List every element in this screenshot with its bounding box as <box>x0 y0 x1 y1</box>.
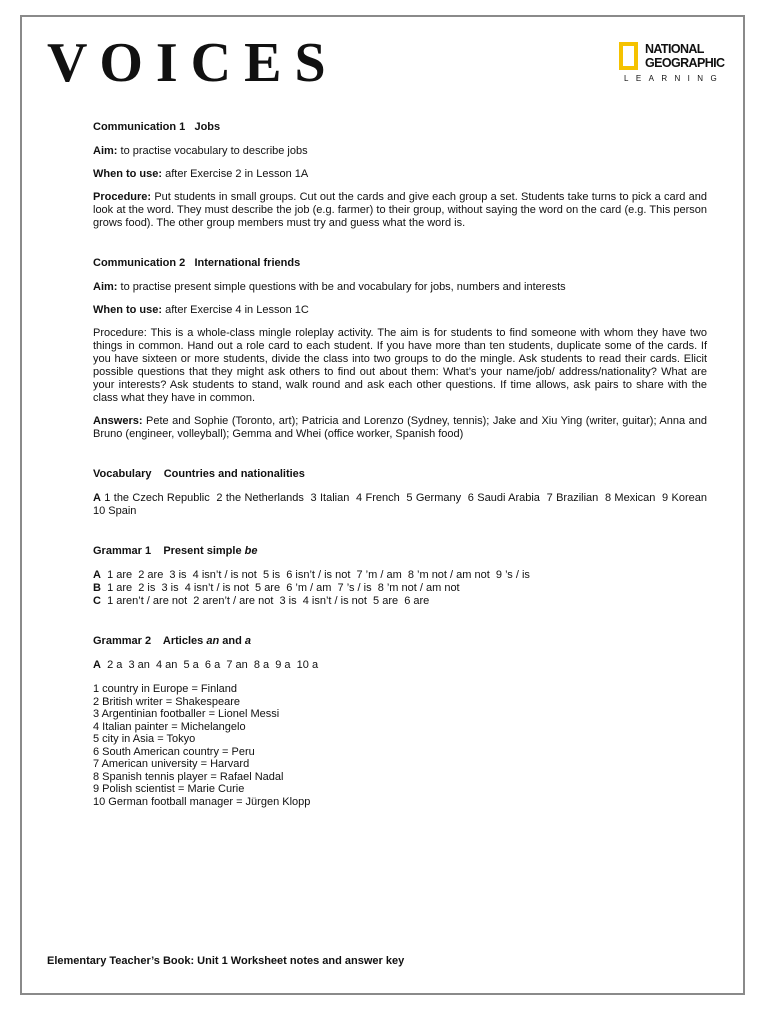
yellow-border-icon <box>619 42 638 70</box>
list-item: 8 Spanish tennis player = Rafael Nadal <box>93 770 284 783</box>
comm2-aim <box>93 281 707 294</box>
row-text: 1 are 2 is 3 is 4 isn’t / is not 5 are 6 ’m / am 7 ’s / is 8 ’m not / am not <box>100 582 460 594</box>
when-text: after Exercise 4 in Lesson 1C <box>162 304 309 316</box>
list-item: 2 British writer = Shakespeare <box>93 695 241 708</box>
grammar1-row-c <box>93 595 707 608</box>
list-item: 3 Argentinian footballer = Lionel Messi <box>93 708 280 720</box>
grammar2-a-text: 2 a 3 an 4 an 5 a 6 a 7 an 8 a 9 a 10 a <box>100 659 319 671</box>
comm1-heading: Communication 1 Jobs <box>93 121 221 133</box>
when-label: When to use: <box>93 168 163 180</box>
answers-text: Pete and Sophie (Toronto, art); Patricia and Lorenzo (Sydney, tennis); Jake and Xiu Ying (writer, guitar); Anna and Bruno (engineer, volleyball); Gemma and Whei (office worker, Spanish food) <box>93 415 707 440</box>
worksheet-notes <box>93 121 714 808</box>
grammar1-row-b <box>93 582 707 595</box>
grammar2-heading <box>93 635 707 648</box>
comm2-answers <box>93 415 707 441</box>
grammar2-answers <box>93 659 707 672</box>
comm1-aim <box>93 145 707 158</box>
list-item: 10 German football manager = Jürgen Klopp <box>93 795 311 808</box>
footer-text: Elementary Teacher’s Book: Unit 1 Worksheet notes and answer key <box>47 955 405 967</box>
grammar2-a-label: A <box>93 659 101 671</box>
vocab-a-text: 1 the Czech Republic 2 the Netherlands 3 Italian 4 French 5 Germany 6 Saudi Arabia 7 Brazilian 8 Mexican 9 Korean 10 Spain <box>93 492 714 517</box>
grammar2-heading-mid: and <box>219 635 245 647</box>
grammar1-answers <box>93 569 707 608</box>
aim-label: Aim: <box>93 145 118 157</box>
grammar1-heading-text: Grammar 1 Present simple <box>93 545 245 557</box>
when-label: When to use: <box>93 304 163 316</box>
comm1-procedure <box>93 191 707 230</box>
list-item: 4 Italian painter = Michelangelo <box>93 720 246 733</box>
grammar2-heading-em2: a <box>244 635 251 647</box>
row-text: 1 aren’t / are not 2 aren’t / are not 3 is 4 isn’t / is not 5 are 6 are <box>100 595 430 607</box>
comm2-heading: Communication 2 International friends <box>93 257 301 269</box>
vocab-answers <box>93 492 714 518</box>
list-item: 6 South American country = Peru <box>93 745 255 758</box>
row-text: 1 are 2 are 3 is 4 isn’t / is not 5 is 6 isn’t / is not 7 ’m / am 8 ’m not / am not 9 ’s / is <box>100 569 530 581</box>
procedure-label: Procedure: <box>93 191 152 203</box>
grammar1-heading <box>93 545 707 558</box>
logo-name-line1: NATIONAL <box>645 42 704 56</box>
comm2-procedure: Procedure: This is a whole-class mingle roleplay activity. The aim is for students to find someone with whom they have two things in common. Hand out a role card to each student. If you have more than ten students, duplicate some of the cards. If you have sixteen or more students, divide the class into two groups to do the mingle. Ask students to read their cards. Elicit possible questions that they might ask others to find out about them: What’s your name/job/ address/nationality? What are your interests? Ask students to stand, walk round and ask each other questions. If time allows, ask pairs to share with the class what they have in common. <box>93 327 707 404</box>
list-item: 9 Polish scientist = Marie Curie <box>93 783 245 795</box>
procedure-text: Put students in small groups. Cut out the cards and give each group a set. Students take turns to pick a card and look at the word. They must describe the job (e.g. farmer) to their group, without saying the word on the card (e.g. This person grows food). The other group members must try and guess what the word is. <box>93 191 707 229</box>
grammar2-heading-text: Grammar 2 Articles <box>93 635 207 647</box>
when-text: after Exercise 2 in Lesson 1A <box>162 168 309 180</box>
aim-text: to practise vocabulary to describe jobs <box>117 145 308 157</box>
row-label: B <box>93 582 101 594</box>
aim-label: Aim: <box>93 281 118 293</box>
vocab-a-label: A <box>93 492 101 504</box>
row-label: A <box>93 569 101 581</box>
row-label: C <box>93 595 101 607</box>
grammar2-heading-em1: an <box>206 635 220 647</box>
national-geographic-logo <box>619 42 729 82</box>
logo-name-line2: GEOGRAPHIC <box>645 56 725 70</box>
logo-name <box>645 42 724 70</box>
grammar1-heading-em: be <box>244 545 258 557</box>
grammar2-list <box>93 683 707 808</box>
grammar1-row-a <box>93 569 707 582</box>
list-item: 7 American university = Harvard <box>93 758 250 770</box>
logo-learning: LEARNING <box>624 74 725 83</box>
list-item: 1 country in Europe = Finland <box>93 683 238 695</box>
comm2-when <box>93 304 707 317</box>
aim-text: to practise present simple questions with be and vocabulary for jobs, numbers and interests <box>117 281 566 293</box>
voices-title: VOICES <box>47 32 339 94</box>
list-item: 5 city in Asia = Tokyo <box>93 733 196 745</box>
vocab-heading: Vocabulary Countries and nationalities <box>93 468 305 480</box>
comm1-when <box>93 168 707 181</box>
answers-label: Answers: <box>93 415 143 427</box>
